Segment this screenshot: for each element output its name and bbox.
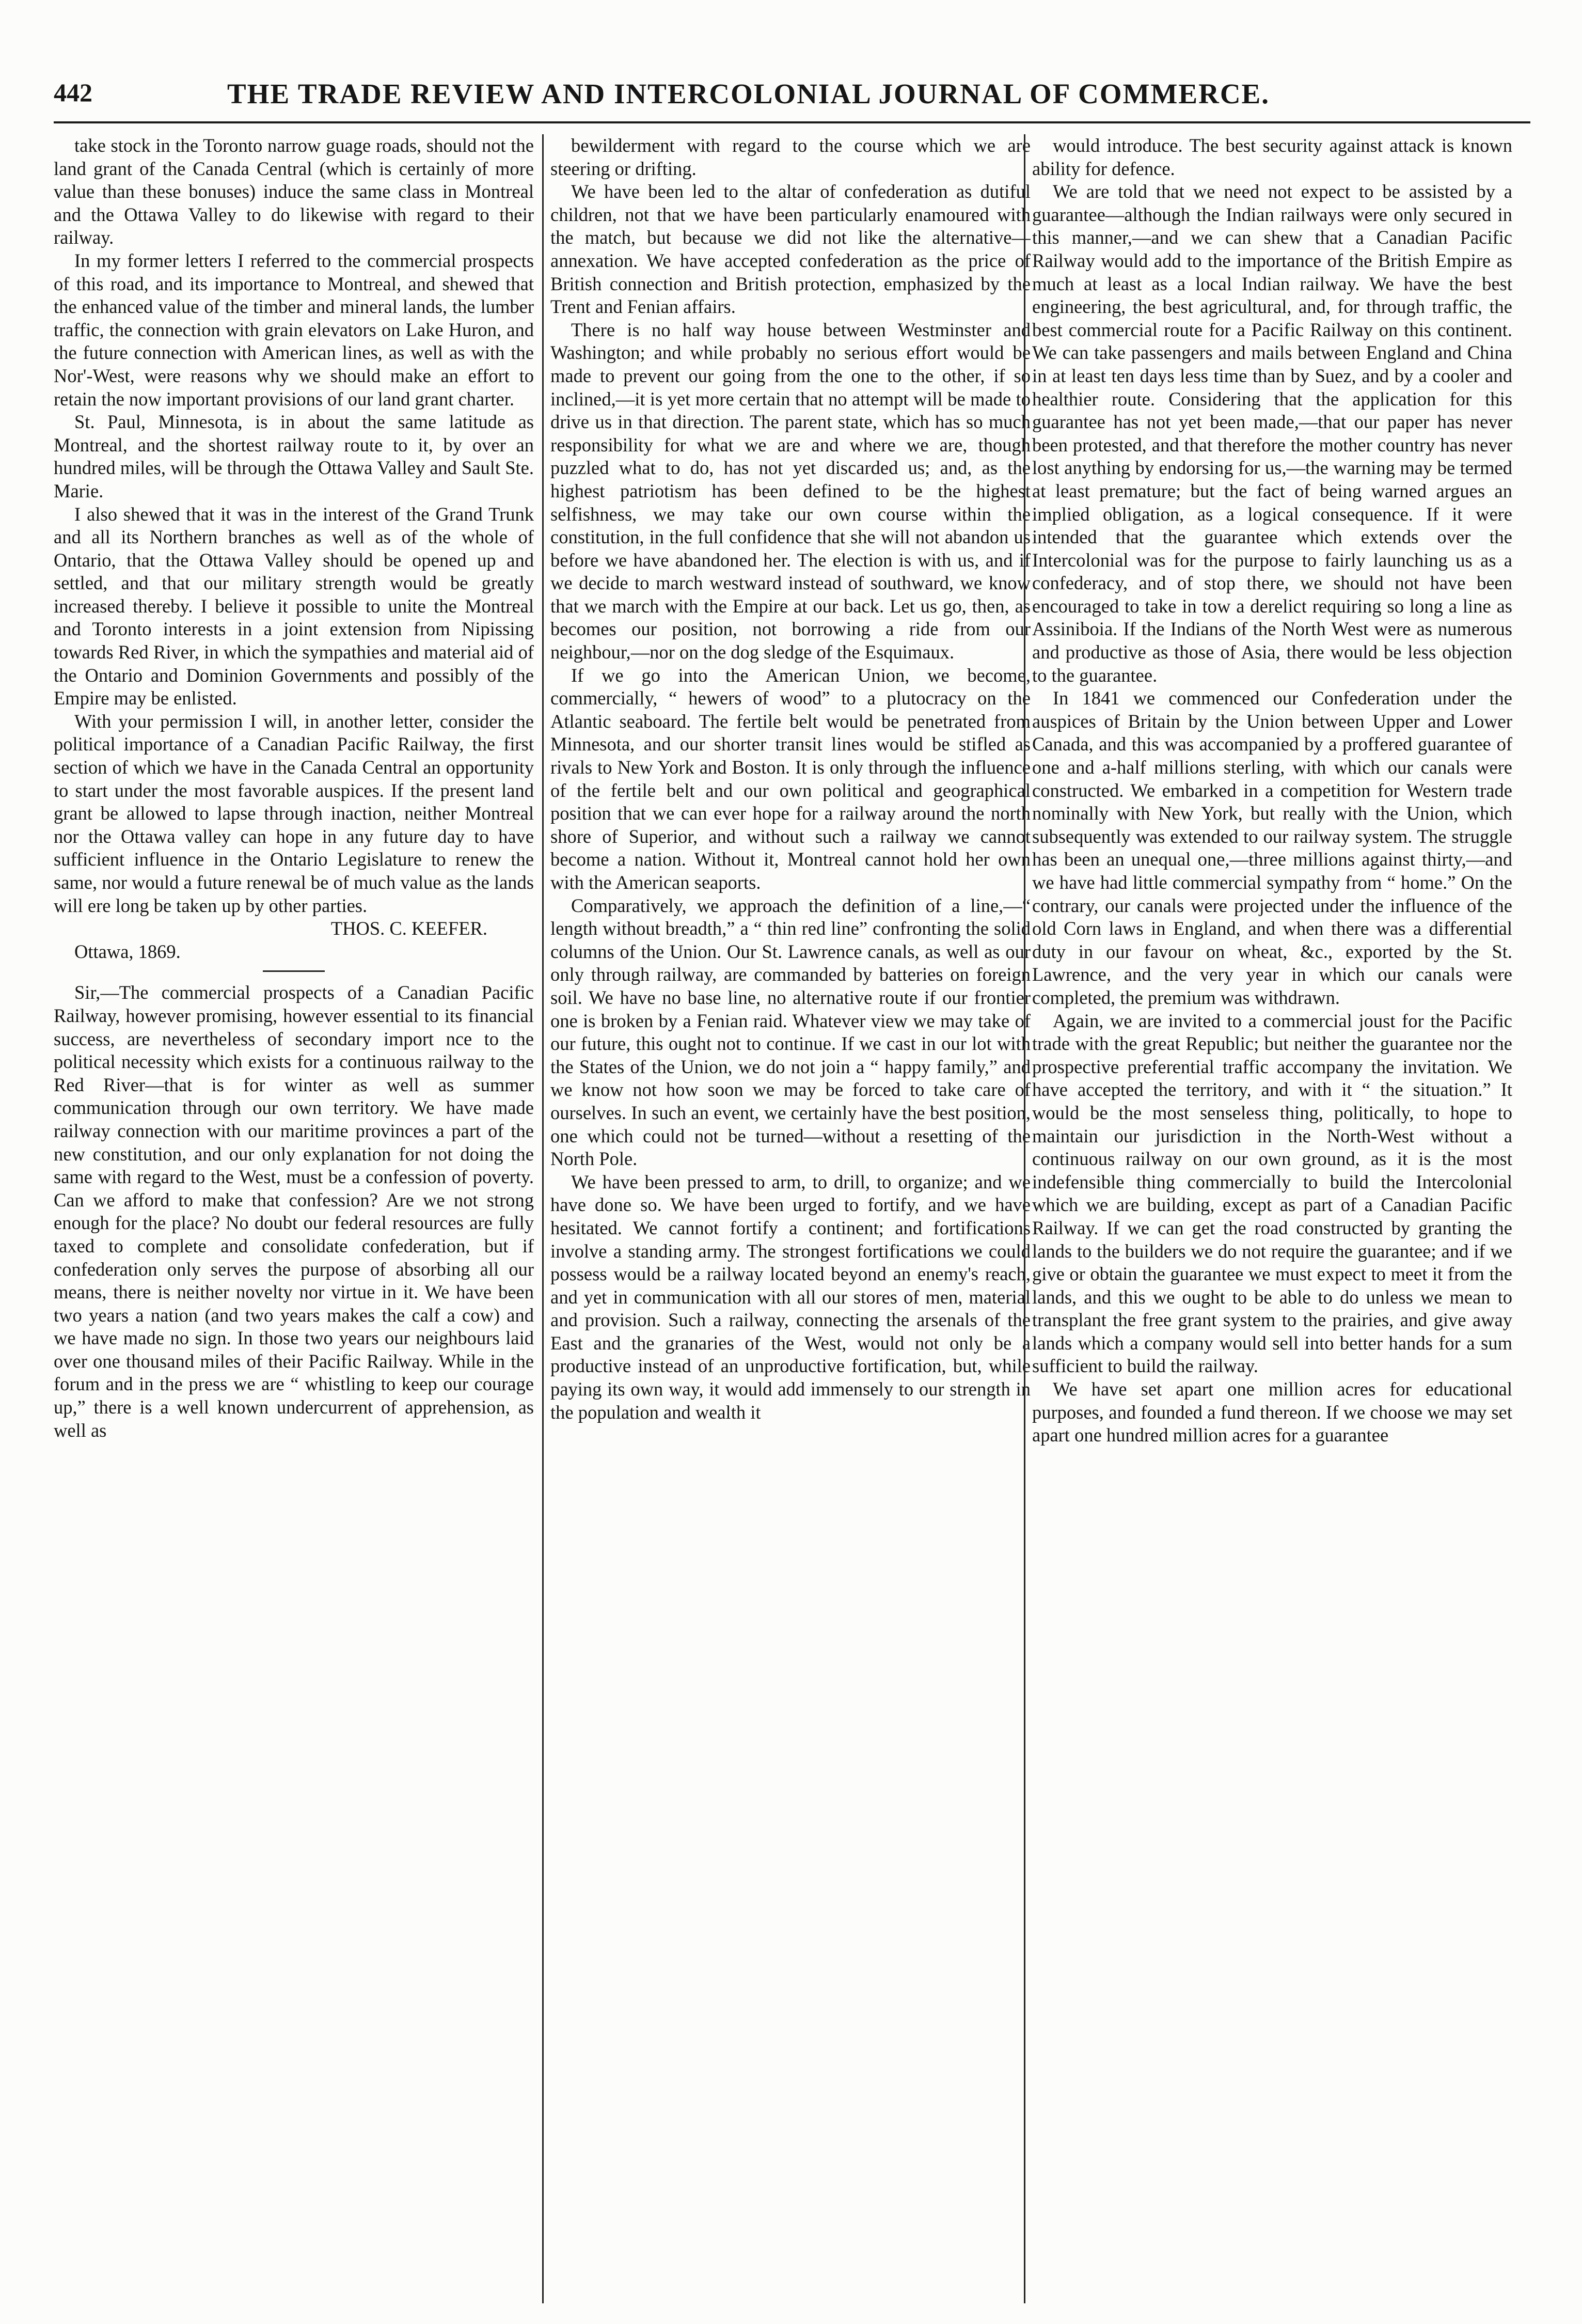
paragraph: We have been pressed to arm, to drill, to organize; and we have done so. We have been urged to fortify, and we have hesitated. We cannot fortify a continent; and fortifications involve a standing army. The strongest fortifications we could possess would be a railway located beyond an enemy's reach, and yet in communication with all our stores of men, material and provision. Such a railway, connecting the arsenals of the East and the granaries of the West, would not only be a productive instead of an unproductive fortification, but, while paying its own way, it would add immensely to our strength in the population and wealth it <box>550 1171 1031 1423</box>
letter-signature: THOS. C. KEEFER. <box>330 918 487 939</box>
paragraph: St. Paul, Minnesota, is in about the same latitude as Montreal, and the shortest railway route to it, by over an hundred miles, will be through the Ottawa Valley and Sault Ste. Marie. <box>54 411 534 501</box>
section-divider <box>263 970 325 972</box>
paragraph: take stock in the Toronto narrow guage roads, should not the land grant of the Canada Central (which is certainly of more value than these bonuses) induce the same class in Montreal and the Ottawa Valley to do likewise with regard to their railway. <box>54 135 534 248</box>
column-2 <box>550 134 1031 2303</box>
paragraph: Sir,—The commercial prospects of a Canadian Pacific Railway, however promising, however essential to its financial success, are nevertheless of secondary import nce to the political necessity which exists for a continuous railway to the Red River—that is for winter as well as summer communication through our own territory. We have made railway connection with our maritime provinces a part of the new constitution, and our only explanation for not doing the same with regard to the West, must be a confession of poverty. Can we afford to make that confession? Are we not strong enough for the place? No doubt our federal resources are fully taxed to complete and consolidate confederation, but if confederation only serves the purpose of absorbing all our means, there is neither novelty nor virtue in it. We have been two years a nation (and two years makes the calf a cow) and we have made no sign. In those two years our neighbours laid over one thousand miles of their Pacific Railway. While in the forum and in the press we are “ whistling to keep our courage up,” there is a well known undercurrent of apprehension, as well as <box>54 982 534 1441</box>
letter-place-date: Ottawa, 1869. <box>74 940 181 962</box>
paragraph: There is no half way house between Westminster and Washington; and while probably no serious effort would be made to prevent our going from the one to the other, if so inclined,—it is yet more certain that no attempt will be made to drive us in that direction. The parent state, which has so much responsibility for what we are and where we are, though puzzled what to do, has not yet discarded us; and, as the highest patriotism has been defined to be the highest selfishness, we may take our own course within the constitution, in the full confidence that she will not abandon us before we have abandoned her. The election is with us, and if we decide to march westward instead of southward, we know that we march with the Empire at our back. Let us go, then, as becomes our position, not borrowing a ride from our neighbour,—nor on the dog sledge of the Esquimaux. <box>550 319 1031 663</box>
paragraph: We are told that we need not expect to be assisted by a guarantee—although the Indian railways were only secured in this manner,—and we can shew that a Canadian Pacific Railway would add to the importance of the British Empire as much at least as a local Indian railway. We have the best engineering, the best agricultural, and, for through traffic, the best commercial route for a Pacific Railway on this continent. We can take passengers and mails between England and China in at least ten days less time than by Suez, and by a cooler and healthier route. Considering that the application for this guarantee has not yet been made,—that our paper has never been protested, and that therefore the mother country has never lost anything by endorsing for us,—the warning may be termed at least premature; but the fact of being warned argues an implied obligation, as a logical consequence. If it were intended that the guarantee which extends over the Intercolonial was for the purpose to fairly launching us as a confederacy, and of stop there, we should not have been encouraged to take in tow a derelict requiring so long a line as Assiniboia. If the Indians of the North West were as numerous and productive as those of Asia, there would be less objection to the guarantee. <box>1032 181 1512 686</box>
running-head: THE TRADE REVIEW AND INTERCOLONIAL JOURNAL OF COMMERCE. <box>227 78 1270 109</box>
paragraph: We have set apart one million acres for educational purposes, and founded a fund thereon. If we choose we may set apart one hundred million acres for a guarantee <box>1032 1378 1512 1446</box>
paragraph: In 1841 we commenced our Confederation under the auspices of Britain by the Union between Upper and Lower Canada, and this was accompanied by a proffered guarantee of one and a-half millions sterling, with which our canals were constructed. We embarked in a competition for Western trade nominally with New York, but really with the Union, which subsequently was extended to our railway system. The struggle has been an unequal one,—three millions against thirty,—and we have had little commercial sympathy from “ home.” On the contrary, our canals were projected under the influence of the old Corn laws in England, and when there was a differential duty in our favour on wheat, &c., exported by the St. Lawrence, and the very year in which our canals were completed, the premium was withdrawn. <box>1032 687 1512 1008</box>
paragraph: Again, we are invited to a commercial joust for the Pacific trade with the great Republic; but neither the guarantee nor the prospective preferential traffic accompany the invitation. We have accepted the territory, and with it “ the situation.” It would be the most senseless thing, politically, to hope to maintain our jurisdiction in the North-West without a continuous railway on our own ground, as it is the most indefensible thing commercially to build the Intercolonial which we are building, except as part of a Canadian Pacific Railway. If we can get the road constructed by granting the lands to the builders we do not require the guarantee; and if we give or obtain the guarantee we must expect to meet it from the lands, and this we ought to be able to do unless we mean to transplant the free grant system to the prairies, and give away lands which a company would sell into better hands for a sum sufficient to build the railway. <box>1032 1010 1512 1377</box>
column-3 <box>1032 134 1512 2303</box>
paragraph: In my former letters I referred to the commercial prospects of this road, and its importance to Montreal, and shewed that the enhanced value of the timber and mineral lands, the lumber traffic, the connection with grain elevators on Lake Huron, and the future connection with American lines, as well as with the Nor'-West, were reasons why we should make an effort to retain the now important provisions of our land grant charter. <box>54 249 534 410</box>
paragraph: bewilderment with regard to the course which we are steering or drifting. <box>550 135 1031 179</box>
column-rule <box>1024 134 1025 2303</box>
page-number: 442 <box>54 78 92 107</box>
paragraph: I also shewed that it was in the interest of the Grand Trunk and all its Northern branches as well as of the whole of Ontario, that the Ottawa Valley should be opened up and settled, and that our military strength would be greatly increased thereby. I believe it possible to unite the Montreal and Toronto interests in a joint extension from Nipissing towards Red River, in which the sympathies and material aid of the Ontario and Dominion Governments and possibly of the Empire may be enlisted. <box>54 503 534 709</box>
paragraph: would introduce. The best security against attack is known ability for defence. <box>1032 135 1512 179</box>
column-1 <box>54 134 534 2303</box>
column-rule <box>542 134 544 2303</box>
paragraph: We have been led to the altar of confederation as dutiful children, not that we have been particularly enamoured with the match, but because we did not like the alternative—annexation. We have accepted confederation as the price of British connection and British protection, emphasized by the Trent and Fenian affairs. <box>550 181 1031 318</box>
paragraph: If we go into the American Union, we become, commercially, “ hewers of wood” to a plutocracy on the Atlantic seaboard. The fertile belt would be penetrated from Minnesota, and our shorter transit lines would be stifled as rivals to New York and Boston. It is only through the influence of the fertile belt and our own political and geographical position that we can ever hope for a railway around the north shore of Superior, and without such a railway we cannot become a nation. Without it, Montreal cannot hold her own with the American seaports. <box>550 664 1031 893</box>
paragraph: Comparatively, we approach the definition of a line,—“ length without breadth,” a “ thin red line” confronting the solid columns of the Union. Our St. Lawrence canals, as well as our only through railway, are commanded by batteries on foreign soil. We have no base line, no alternative route if our frontier one is broken by a Fenian raid. Whatever view we may take of our future, this ought not to continue. If we cast in our lot with the States of the Union, we do not join a “ happy family,” and we know not how soon we may be forced to take care of ourselves. In such an event, we certainly have the best position, one which could not be turned—without a resetting of the North Pole. <box>550 894 1031 1170</box>
paragraph: With your permission I will, in another letter, consider the political importance of a Canadian Pacific Railway, the first section of which we have in the Canada Central an opportunity to start under the most favorable auspices. If the present land grant be allowed to lapse through inaction, neither Montreal nor the Ottawa valley can hope in any future day to have sufficient influence in the Ontario Legislature to renew the same, nor would a future renewal be of much value as the lands will ere long be taken up by other parties. <box>54 710 534 916</box>
header-rule <box>54 121 1530 123</box>
